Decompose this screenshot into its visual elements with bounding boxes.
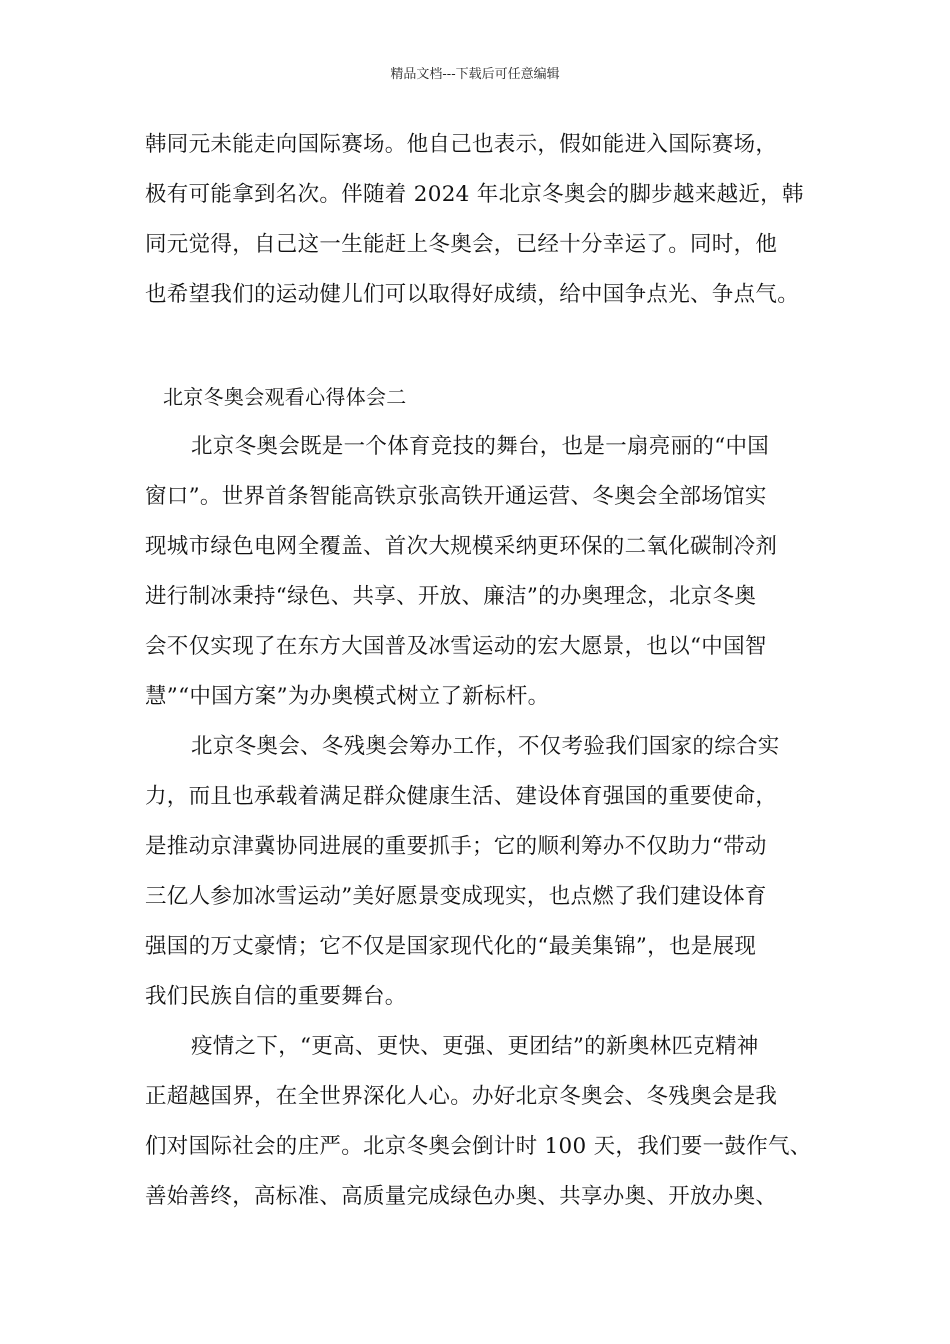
paragraph-4 — [145, 1022, 835, 1222]
paragraph-line: 同元觉得，自己这一生能赶上冬奥会，已经十分幸运了。同时，他 — [145, 232, 778, 257]
paragraph-line: 慧”“中国方案”为办奥模式树立了新标杆。 — [145, 684, 550, 709]
paragraph-line: 们对国际社会的庄严。北京冬奥会倒计时 100 天，我们要一鼓作气、 — [145, 1134, 812, 1159]
paragraph-line: 北京冬奥会、冬残奥会筹办工作，不仅考验我们国家的综合实 — [191, 734, 780, 759]
paragraph-2 — [145, 422, 835, 722]
paragraph-line: 我们民族自信的重要舞台。 — [145, 984, 407, 1009]
paragraph-line: 是推动京津冀协同进展的重要抓手；它的顺利筹办不仅助力“带动 — [145, 834, 767, 859]
paragraph-line: 韩同元未能走向国际赛场。他自己也表示，假如能进入国际赛场， — [145, 132, 778, 157]
page-header: 精品文档---下载后可任意编辑 — [390, 67, 560, 82]
paragraph-line: 也希望我们的运动健儿们可以取得好成绩，给中国争点光、争点气。 — [145, 282, 800, 307]
paragraph-line: 强国的万丈豪情；它不仅是国家现代化的“最美集锦”，也是展现 — [145, 934, 757, 959]
paragraph-1 — [145, 120, 835, 320]
subtitle-text: 北京冬奥会观看心得体会二 — [163, 385, 407, 409]
paragraph-line: 疫情之下，“更高、更快、更强、更团结”的新奥林匹克精神 — [191, 1034, 759, 1059]
paragraph-line: 会不仅实现了在东方大国普及冰雪运动的宏大愿景，也以“中国智 — [145, 634, 767, 659]
paragraph-3 — [145, 722, 835, 1022]
paragraph-line: 窗口”。世界首条智能高铁京张高铁开通运营、冬奥会全部场馆实 — [145, 484, 767, 509]
paragraph-line: 力，而且也承载着满足群众健康生活、建设体育强国的重要使命， — [145, 784, 778, 809]
paragraph-line: 进行制冰秉持“绿色、共享、开放、廉洁”的办奥理念，北京冬奥 — [145, 584, 757, 609]
paragraph-line: 现城市绿色电网全覆盖、首次大规模采纳更环保的二氧化碳制冷剂 — [145, 534, 778, 559]
paragraph-line: 正超越国界，在全世界深化人心。办好北京冬奥会、冬残奥会是我 — [145, 1084, 778, 1109]
paragraph-line: 三亿人参加冰雪运动”美好愿景变成现实，也点燃了我们建设体育 — [145, 884, 767, 909]
paragraph-line: 北京冬奥会既是一个体育竞技的舞台，也是一扇亮丽的“中国 — [191, 434, 770, 459]
paragraph-line: 善始善终，高标准、高质量完成绿色办奥、共享办奥、开放办奥、 — [145, 1184, 778, 1209]
paragraph-line: 极有可能拿到名次。伴随着 2024 年北京冬奥会的脚步越来越近，韩 — [145, 182, 804, 207]
section-subtitle — [145, 372, 835, 422]
